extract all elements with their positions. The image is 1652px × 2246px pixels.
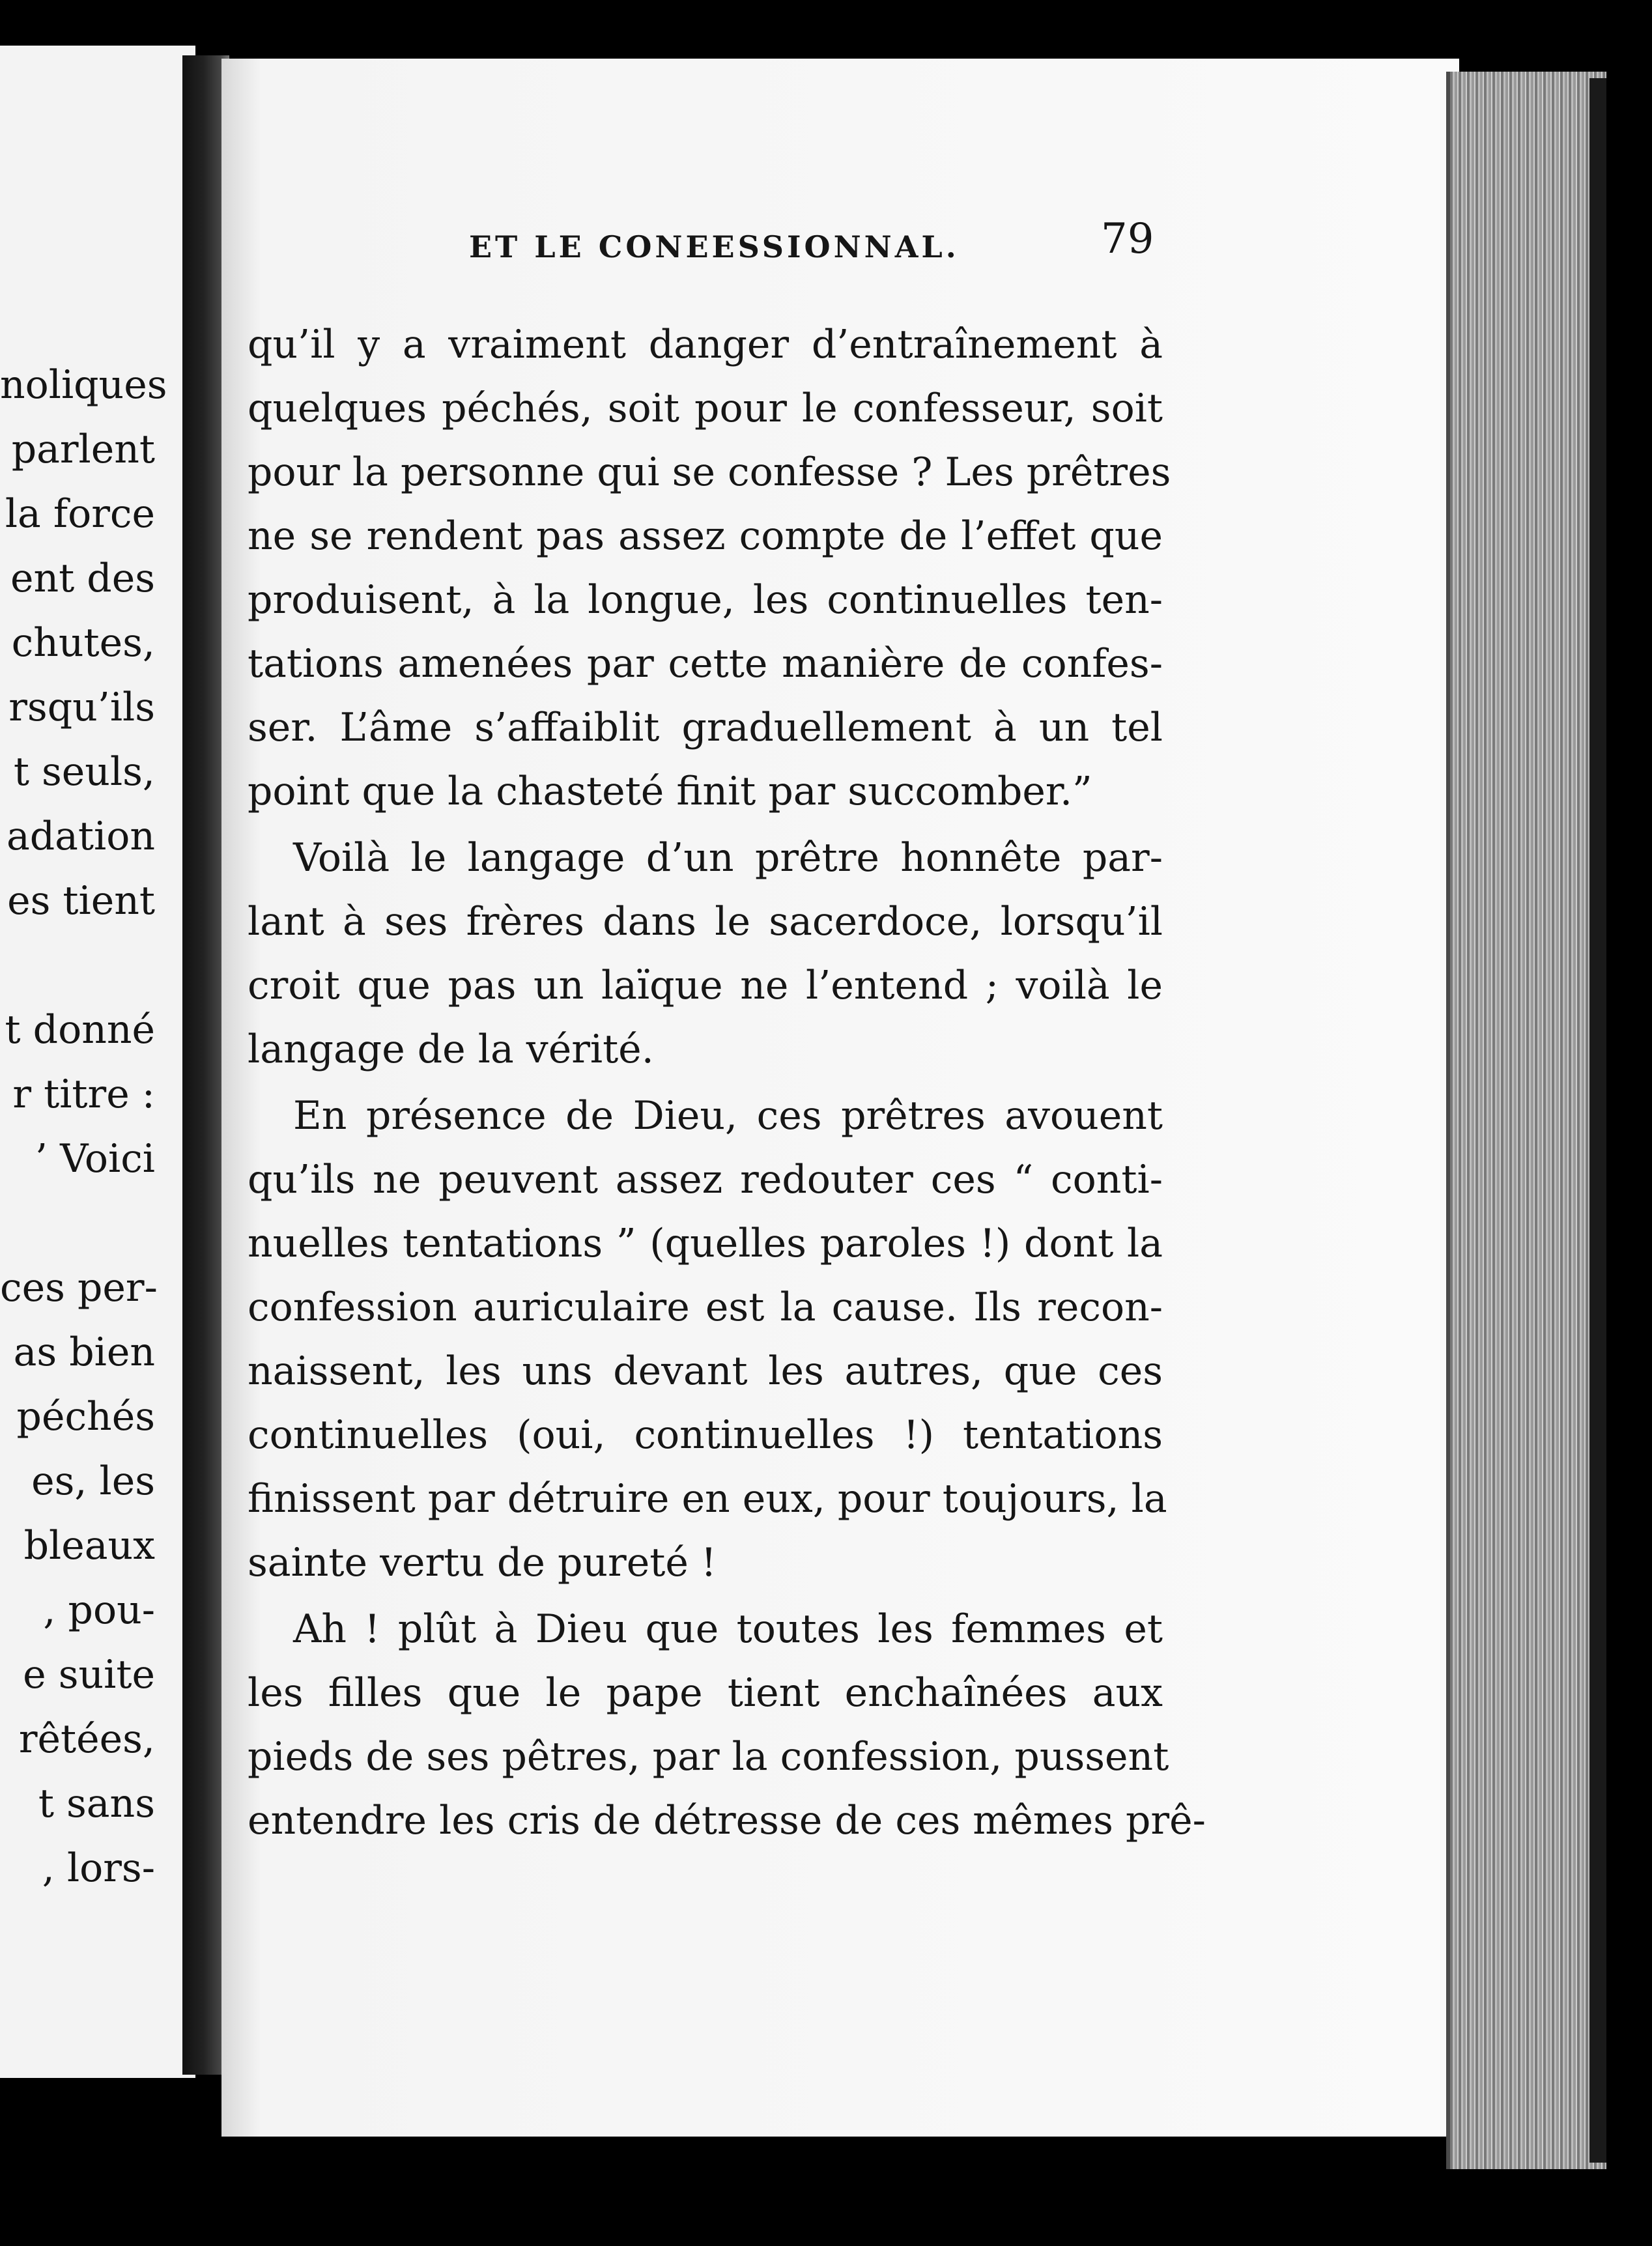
text-line: confession auriculaire est la cause. Ils recon- [248,1285,1163,1330]
left-line: as bien [13,1329,155,1375]
left-line: t seuls, [13,749,155,795]
text-line: naissent, les uns devant les autres, que ces [248,1348,1163,1394]
text-line: les filles que le pape tient enchaînées aux [248,1670,1163,1716]
text-line: pieds de ses pêtres, par la confession, pussent [248,1734,1169,1780]
text-line: ser. L’âme s’affaiblit graduellement à un tel [248,705,1163,750]
left-line: noliques [0,362,167,408]
page-edges [1446,72,1606,2169]
left-line [0,1191,155,1256]
text-line: langage de la vérité. [248,1027,654,1072]
left-line: t sans [38,1781,155,1827]
left-line: chutes, [11,620,155,666]
left-line: , lors- [42,1845,155,1891]
page-edges-shadow [1589,78,1606,2163]
text-line: ne se rendent pas assez compte de l’effet que [248,513,1163,559]
text-line: produisent, à la longue, les continuelles ten- [248,577,1163,623]
left-line: ces per- [0,1265,158,1311]
text-line: continuelles (oui, continuelles !) tentations [248,1412,1163,1458]
page-number: 79 [1101,215,1154,263]
running-head: ET LE CONEESSIONNAL. [469,229,960,264]
text-line: croit que pas un laïque ne l’entend ; voilà le [248,963,1163,1008]
left-page-text [0,353,167,1901]
body-text [248,313,1206,1853]
text-line: point que la chasteté finit par succomber.” [248,769,1092,814]
left-line: péchés [16,1394,155,1440]
left-line: rêtées, [18,1716,155,1762]
text-line: entendre les cris de détresse de ces mêmes prê- [248,1798,1206,1843]
text-line: nuelles tentations ” (quelles paroles !) dont la [248,1221,1163,1266]
left-line: t donné [5,1007,155,1053]
text-line: qu’ils ne peuvent assez redouter ces “ conti- [248,1157,1163,1202]
left-line: es, les [31,1458,155,1504]
text-line: tations amenées par cette manière de confes- [248,641,1163,687]
left-line: ’ Voici [35,1136,155,1182]
text-line: sainte vertu de pureté ! [248,1540,717,1585]
left-line: bleaux [23,1523,155,1569]
text-line: finissent par détruire en eux, pour toujours, la [248,1476,1167,1522]
text-line: qu’il y a vraiment danger d’entraînement à [248,322,1163,367]
left-line [0,933,155,998]
left-line: ent des [10,556,155,601]
left-line: la force [5,491,155,537]
text-line: Voilà le langage d’un prêtre honnête par- [293,835,1163,881]
left-page [0,46,195,2078]
left-line: es tient [7,878,155,924]
text-line: En présence de Dieu, ces prêtres avouent [293,1093,1163,1139]
text-line: quelques péchés, soit pour le confesseur, soit [248,386,1163,431]
left-line: rsqu’ils [8,685,155,730]
text-line: pour la personne qui se confesse ? Les prêtres [248,449,1171,495]
left-line: adation [6,814,155,859]
left-line: parlent [11,427,155,472]
left-line: , pou- [43,1587,155,1633]
text-line: lant à ses frères dans le sacerdoce, lorsqu’il [248,899,1163,945]
left-line: e suite [23,1652,155,1698]
text-line: Ah ! plût à Dieu que toutes les femmes et [293,1606,1163,1652]
left-line: r titre : [12,1072,155,1117]
